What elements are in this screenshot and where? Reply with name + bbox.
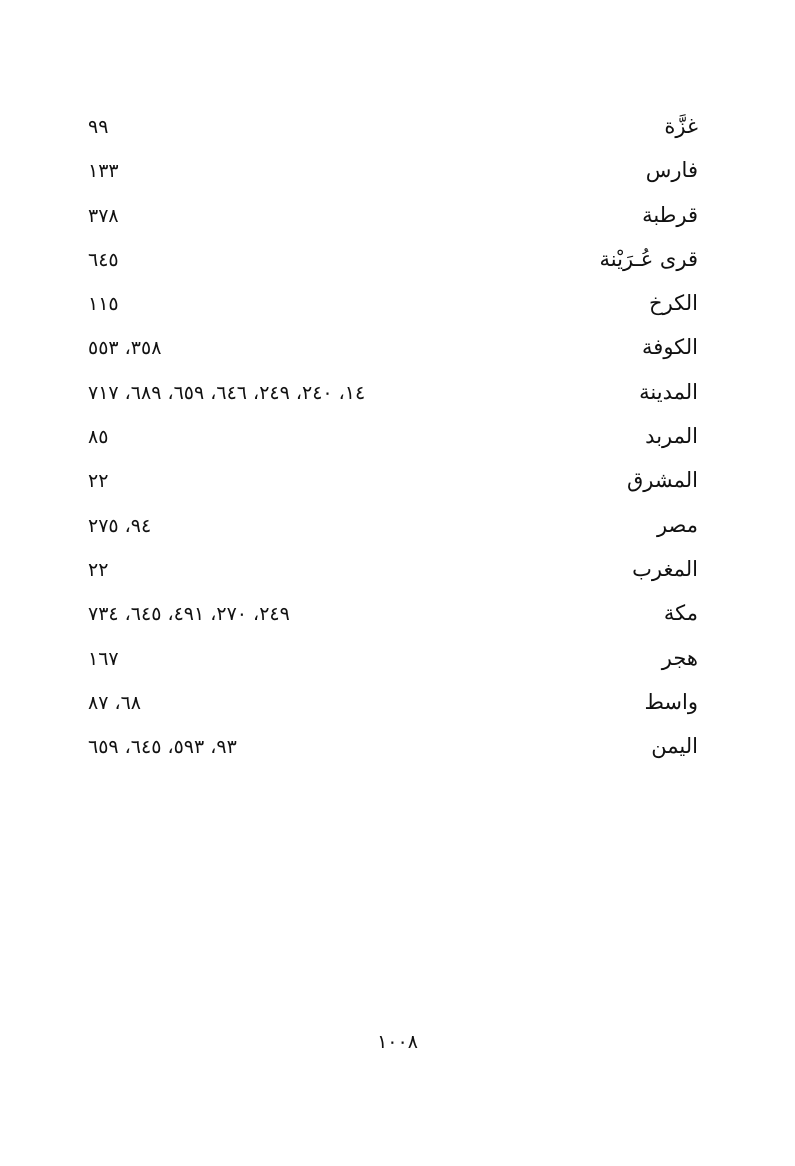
page-references: ٩٣، ٥٩٣، ٦٤٥، ٦٥٩ [88, 736, 237, 759]
page-references: ٣٥٨، ٥٥٣ [88, 337, 162, 360]
index-entry [88, 108, 698, 152]
place-name: مكة [663, 601, 698, 626]
place-name: غزَّة [664, 114, 698, 138]
place-name: فارس [645, 158, 698, 183]
page-references: ٨٥ [88, 426, 109, 449]
index-entry [88, 418, 698, 462]
place-index-list [88, 108, 698, 772]
index-entry [88, 374, 698, 418]
page-references: ٩٩ [88, 116, 109, 138]
index-entry [88, 329, 698, 373]
index-entry [88, 595, 698, 639]
page-references: ٢٢ [88, 558, 109, 581]
place-name: المغرب [632, 556, 698, 581]
page-references: ٦٨، ٨٧ [88, 691, 142, 714]
page-references: ٢٢ [88, 470, 109, 493]
page-references: ٦٤٥ [88, 248, 119, 271]
index-entry [88, 640, 698, 684]
index-entry [88, 684, 698, 728]
page-references: ٢٤٩، ٢٧٠، ٤٩١، ٦٤٥، ٧٣٤ [88, 603, 290, 626]
place-name: المشرق [627, 468, 698, 493]
index-entry [88, 197, 698, 241]
page-references: ١٤، ٢٤٠، ٢٤٩، ٦٤٦، ٦٥٩، ٦٨٩، ٧١٧ [88, 381, 366, 404]
index-entry [88, 551, 698, 595]
index-entry [88, 241, 698, 285]
index-entry [88, 285, 698, 329]
place-name: مصر [656, 512, 698, 537]
index-entry [88, 507, 698, 551]
page-references: ١١٥ [88, 293, 119, 316]
place-name: الكرخ [649, 291, 698, 316]
page-references: ١٦٧ [88, 647, 119, 670]
place-name: اليمن [651, 734, 698, 759]
page-number: ١٠٠٨ [377, 1031, 418, 1053]
place-name: هجر [661, 645, 698, 670]
place-name: المدينة [639, 379, 698, 404]
place-name: المربد [645, 424, 698, 449]
page-references: ١٣٣ [88, 160, 119, 183]
place-name: قرطبة [642, 202, 698, 227]
place-name: الكوفة [642, 335, 698, 360]
index-entry [88, 462, 698, 506]
index-entry [88, 728, 698, 772]
index-entry [88, 152, 698, 196]
page-references: ٩٤، ٢٧٥ [88, 514, 152, 537]
place-name: واسط [644, 689, 698, 714]
place-name: قرى عُـرَيْنة [599, 246, 698, 271]
page-references: ٣٧٨ [88, 204, 119, 227]
